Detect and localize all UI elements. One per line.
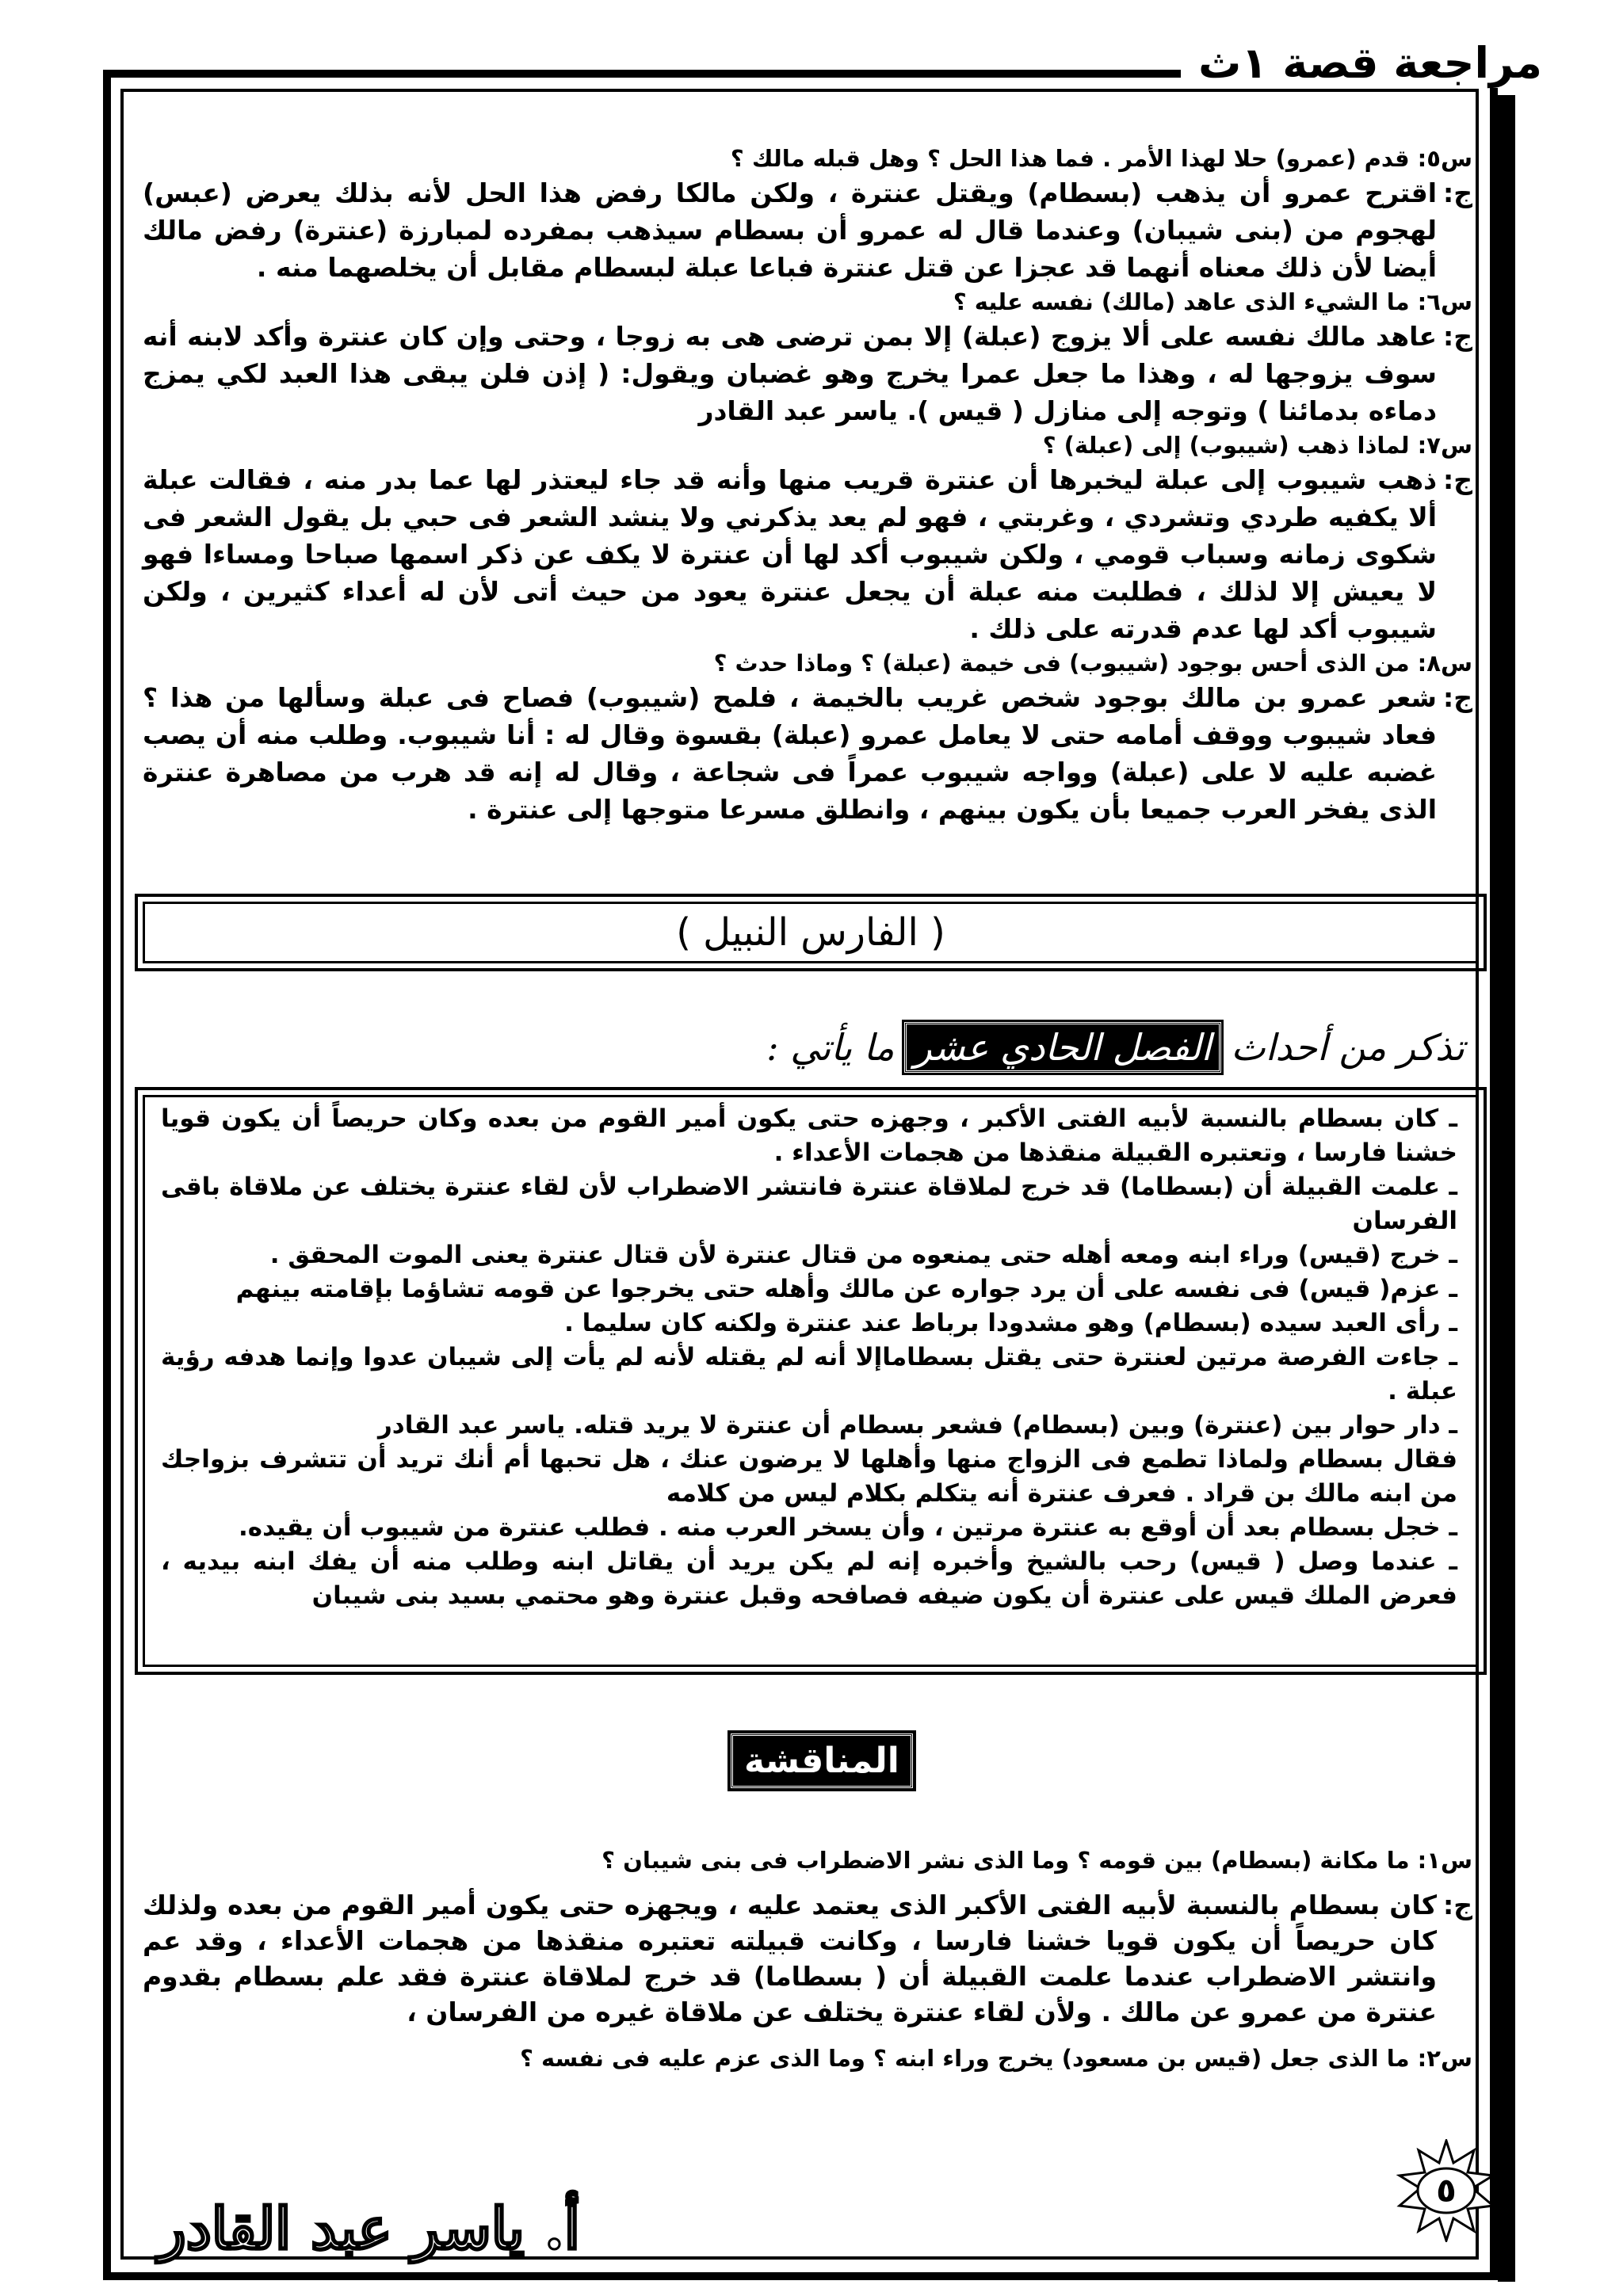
page-number: ٥ (1436, 2171, 1457, 2210)
answer-label: ج: (1443, 177, 1472, 208)
frame-shadow (1498, 95, 1515, 2282)
question-6: س٦: ما الشيء الذى عاهد (مالك) نفسه عليه ؟ (953, 288, 1472, 315)
answer-1 (143, 1887, 1472, 2030)
question-5: س٥: قدم (عمرو) حلا لهذا الأمر . فما هذا الحل ؟ وهل قبله مالك ؟ (730, 145, 1472, 172)
chapter-title-box (135, 894, 1487, 971)
remember-after: ما يأتي : (766, 1026, 895, 1069)
qa-section-2 (143, 1844, 1472, 2074)
answer-6 (143, 318, 1472, 429)
question-1: س١: ما مكانة (بسطام) بين قومه ؟ وما الذى نشر الاضطراب فى بنى شيبان ؟ (601, 1847, 1472, 1874)
answer-text: شعر عمرو بن مالك بوجود شخص غريب بالخيمة ، فلمح (شيبوب) فصاح فى عبلة وسألها من هذا ؟ فعاد شيبوب ووقف أمامه حتى لا يعامل عمرو (عبلة) بقسوة وقال له : أنا شيبوب. وطلب منه أن يصب غضبه عليه لا على (عبلة) وواجه شيبوب عمراً فى شجاعة ، وقال له إنه قد هرب من مصاهرة عنترة الذى يفخر العرب جميعا بأن يكون بينهم ، وانطلق مسرعا متوجها إلى عنترة . (143, 682, 1438, 825)
event-item: فقال بسطام ولماذا تطمع فى الزواج منها وأهلها لا يرضون عنك ، هل تحبها أم أنك تريد أن تتشرف بزواجك من ابنه مالك بن قراد . فعرف عنترة أنه يتكلم بكلام ليس من كلامه (161, 1445, 1457, 1508)
answer-text: ذهب شيبوب إلى عبلة ليخبرها أن عنترة قريب منها وأنه قد جاء ليعتذر لها عما بدر منه ، فقالت عبلة ألا يكفيه طردي وتشردي ، وغربتي ، فهو لم يعد يذكرني ولا ينشد الشعر فى حبي بل يقول الشعر فى شكوى زمانه وسباب قومي ، ولكن شيبوب أكد لها أن عنترة لا يكف عن ذكر اسمها صباحا ومساءا فهو لا يعيش إلا لذلك ، فطلبت منه عبلة أن يجعل عنترة يعود من حيث أتى لأن له أعداء كثيرين ، ولكن شيبوب أكد لها عدم قدرته على ذلك . (143, 464, 1438, 644)
page-number-badge (1395, 2139, 1498, 2242)
question-8: س٨: من الذى أحس بوجود (شيبوب) فى خيمة (عبلة) ؟ وماذا حدث ؟ (713, 650, 1472, 677)
event-item: ـ خرج (قيس) وراء ابنه ومعه أهله حتى يمنعوه من قتال عنترة لأن قتال عنترة يعنى الموت المحقق . (269, 1241, 1457, 1269)
event-item: ـ جاءت الفرصة مرتين لعنترة حتى يقتل بسطاماإلا أنه لم يقتله لأنه لم يأت إلى شيبان عدوا وإنما هدفه رؤية عبلة . (161, 1343, 1457, 1405)
remember-chapter-highlight: الفصل الحادي عشر (904, 1022, 1222, 1073)
answer-7 (143, 461, 1472, 647)
question-7: س٧: لماذا ذهب (شيبوب) إلى (عبلة) ؟ (1042, 432, 1472, 459)
remember-before: تذكر من أحداث (1231, 1026, 1465, 1069)
event-item: ـ خجل بسطام بعد أن أوقع به عنترة مرتين ، وأن يسخر العرب منه . فطلب عنترة من شيبوب أن يقيده. (239, 1513, 1457, 1542)
event-item: ـ كان بسطام بالنسبة لأبيه الفتى الأكبر ، وجهزه حتى يكون أمير القوم من بعده وكان حريصاً أن يكون قويا خشنا فارسا ، وتعتبره القبيلة منقذها من هجمات الأعداء . (161, 1104, 1457, 1167)
answer-text: عاهد مالك نفسه على ألا يزوج (عبلة) إلا بمن ترضى هى به زوجا ، وحتى وإن كان عنترة وأكد لابنه أنه سوف يزوجها له ، وهذا ما جعل عمرا يخرج وهو غضبان ويقول: ( إذن فلن يبقى هذا العبد لكي يمزج دماءه بدمائنا ) وتوجه إلى منازل ( قيس ). ياسر عبد القادر (143, 321, 1438, 426)
answer-8 (143, 679, 1472, 828)
event-item: ـ علمت القبيلة أن (بسطاما) قد خرج لملاقاة عنترة فانتشر الاضطراب لأن لقاء عنترة يختلف عن ملاقاة باقى الفرسان (161, 1173, 1457, 1235)
qa-section-1 (143, 143, 1472, 828)
answer-label: ج: (1443, 682, 1472, 713)
page-title: مراجعة قصة ١ث (1181, 38, 1560, 88)
chapter-title: ( الفارس النبيل ) (143, 902, 1479, 963)
event-item: ـ دار حوار بين (عنترة) وبين (بسطام) فشعر بسطام أن عنترة لا يريد قتله. ياسر عبد القادر (377, 1411, 1457, 1440)
answer-label: ج: (1443, 464, 1472, 495)
question-2: س٢: ما الذى جعل (قيس بن مسعود) يخرج وراء ابنه ؟ وما الذى عزم عليه فى نفسه ؟ (520, 2045, 1472, 2072)
events-box (135, 1087, 1487, 1675)
answer-text: اقترح عمرو أن يذهب (بسطام) ويقتل عنترة ، ولكن مالكا رفض هذا الحل لأنه بذلك يعرض (عبس) لهجوم من (بنى شيبان) وعندما قال له عمرو أن بسطام سيذهب بمفرده لمبارزة (عنترة) رفض مالك أيضا لأن ذلك معناه أنهما قد عجزا عن قتل عنترة فباعا عبلة لبسطام مقابل أن يخلصهما منه . (143, 177, 1438, 283)
event-item: ـ عندما وصل ( قيس) رحب بالشيخ وأخبره إنه لم يكن يريد أن يقاتل ابنه وطلب منه أن يفك ابنه بيديه ، فعرض الملك قيس على عنترة أن يكون ضيفه فصافحه وقبل عنترة وهو محتمي بسيد بنى شيبان (161, 1547, 1457, 1610)
answer-5 (143, 174, 1472, 286)
remember-heading (766, 1022, 1465, 1073)
event-item: ـ رأى العبد سيده (بسطام) وهو مشدودا برباط عند عنترة ولكنه كان سليما . (564, 1309, 1457, 1337)
answer-label: ج: (1443, 1890, 1472, 1920)
answer-label: ج: (1443, 321, 1472, 352)
answer-text: كان بسطام بالنسبة لأبيه الفتى الأكبر الذى يعتمد عليه ، ويجهزه حتى يكون أمير القوم من بعده ولذلك كان حريصاً أن يكون قويا خشنا فارسا ، وكانت قبيلته تعتبره منقذها من هجمات الأعداء ، وقد عم وانتشر الاضطراب عندما علمت القبيلة أن ( بسطاما) قد خرج لملاقاة عنترة فقد علم بسطام بقدوم عنترة من عمرو عن مالك . ولأن لقاء عنترة يختلف عن ملاقاة غيره من الفرسان ، (143, 1890, 1438, 2027)
events-list (143, 1095, 1479, 1667)
discussion-title: المناقشة (731, 1733, 913, 1788)
author-signature: أ. ياسر عبد القادر (158, 2195, 580, 2262)
event-item: ـ عزم( قيس) فى نفسه على أن يرد جواره عن مالك وأهله حتى يخرجوا عن قومه تشاؤما بإقامته بينهم (235, 1275, 1457, 1303)
